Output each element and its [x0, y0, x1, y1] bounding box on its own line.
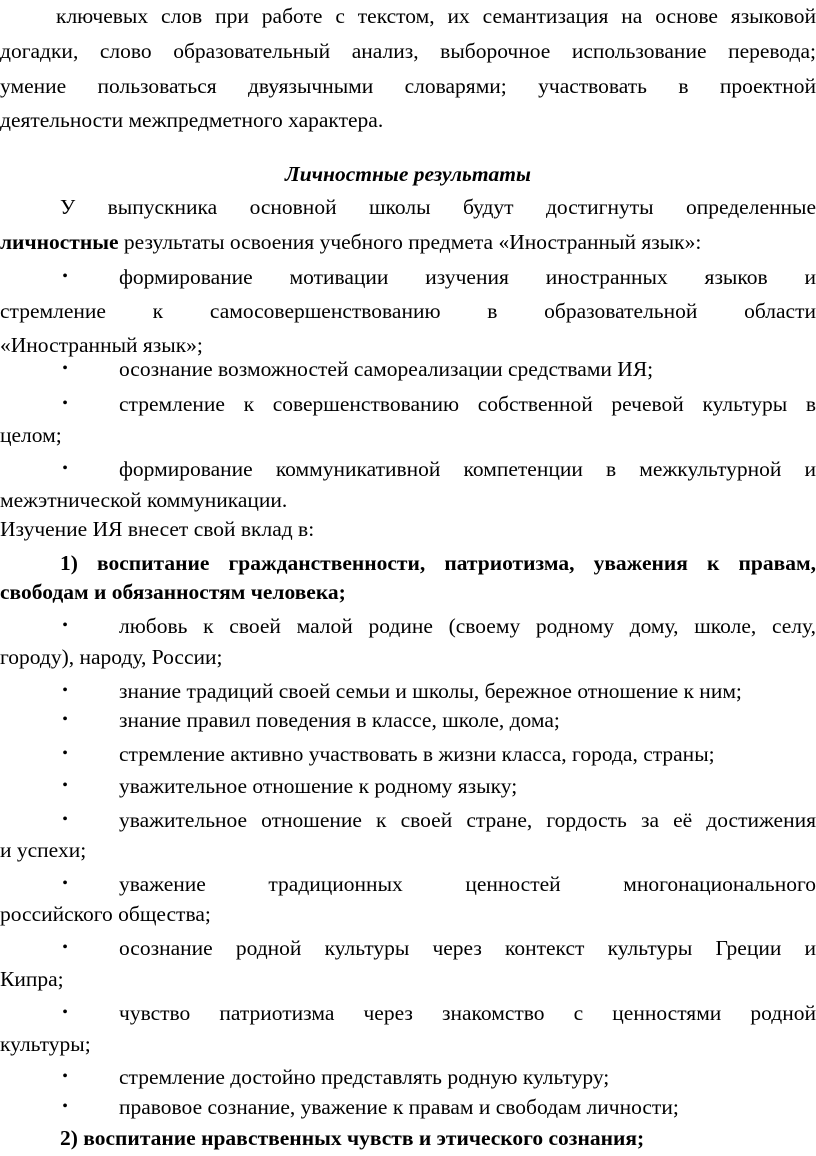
- list-item-continuation: стремление к самосовершенствованию в образовательной области: [0, 299, 816, 323]
- paragraph-text: результаты освоения учебного предмета «Иностранный язык»:: [118, 230, 702, 254]
- list-item: [0, 390, 816, 418]
- list-item: [0, 677, 816, 705]
- list-item: [0, 806, 816, 834]
- list-item-text: формирование коммуникативной компетенции в межкультурной и: [119, 457, 816, 481]
- heading-1-line: 1) воспитание гражданственности, патриотизма, уважения к правам,: [60, 551, 816, 575]
- intro-line: деятельности межпредметного характера.: [0, 108, 384, 132]
- intro-line: догадки, слово образовательный анализ, выборочное использование перевода;: [0, 39, 816, 63]
- list-item-text: осознание возможностей самореализации средствами ИЯ;: [119, 357, 654, 381]
- list-item-continuation: «Иностранный язык»;: [0, 333, 203, 357]
- list-item-text: любовь к своей малой родине (своему родному дому, школе, селу,: [119, 614, 816, 638]
- list-item-text: формирование мотивации изучения иностранных языков и: [119, 265, 816, 289]
- list-item: [0, 740, 816, 768]
- list-item-text: уважительное отношение к своей стране, гордость за её достижения: [119, 808, 816, 832]
- list-item-text: уважительное отношение к родному языку;: [119, 774, 518, 798]
- list-item: [0, 934, 816, 962]
- bullet-icon: •: [62, 460, 68, 477]
- heading-1-line: свободам и обязанностям человека;: [0, 580, 346, 604]
- list-item-text: стремление к совершенствованию собственной речевой культуры в: [119, 392, 816, 416]
- bullet-icon: •: [62, 1004, 68, 1021]
- intro-line: умение пользоваться двуязычными словарями; участвовать в проектной: [0, 74, 816, 98]
- list-item-text: знание правил поведения в классе, школе, дома;: [119, 708, 560, 732]
- list-item: [0, 612, 816, 640]
- list-item-text: знание традиций своей семьи и школы, бережное отношение к ним;: [119, 679, 742, 703]
- heading-1: [0, 549, 816, 577]
- list-item: [0, 1063, 816, 1091]
- list-item-continuation: российского общества;: [0, 902, 211, 926]
- bullet-icon: •: [62, 745, 68, 762]
- bullet-icon: •: [62, 360, 68, 377]
- bullet-icon: •: [62, 811, 68, 828]
- list-item-text: стремление активно участвовать в жизни класса, города, страны;: [119, 742, 715, 766]
- paragraph-line: [0, 193, 816, 221]
- list-item: [0, 1093, 816, 1121]
- list-item: [0, 455, 816, 483]
- list-item-continuation: межэтнической коммуникации.: [0, 488, 288, 512]
- list-item: [0, 999, 816, 1027]
- list-item-continuation: и успехи;: [0, 838, 87, 862]
- list-item: [0, 870, 816, 898]
- bullet-icon: •: [62, 682, 68, 699]
- list-item-text: стремление достойно представлять родную культуру;: [119, 1065, 610, 1089]
- bullet-icon: •: [62, 875, 68, 892]
- list-item: [0, 706, 816, 734]
- intro-line: [0, 2, 816, 30]
- section-title: Личностные результаты: [285, 162, 531, 186]
- bullet-icon: •: [62, 268, 68, 285]
- bullet-icon: •: [62, 1098, 68, 1115]
- list-item-text: уважение традиционных ценностей многонационального: [119, 872, 816, 896]
- list-item-continuation: Кипра;: [0, 967, 64, 991]
- list-item-text: правовое сознание, уважение к правам и свободам личности;: [119, 1095, 679, 1119]
- list-item: [0, 263, 816, 291]
- list-item-text: чувство патриотизма через знакомство с ценностями родной: [119, 1001, 816, 1025]
- contribution-line: Изучение ИЯ внесет свой вклад в:: [0, 517, 315, 541]
- heading-2-text: 2) воспитание нравственных чувств и этического сознания;: [60, 1126, 645, 1150]
- paragraph-line: [0, 228, 816, 256]
- list-item: [0, 772, 816, 800]
- bullet-icon: •: [62, 395, 68, 412]
- bullet-icon: •: [62, 711, 68, 728]
- list-item-continuation: городу), народу, России;: [0, 645, 223, 669]
- list-item-text: осознание родной культуры через контекст культуры Греции и: [119, 936, 816, 960]
- intro-text: ключевых слов при работе с текстом, их семантизация на основе языковой: [56, 4, 816, 28]
- bold-term: личностные: [0, 230, 119, 254]
- heading-2: [0, 1124, 816, 1152]
- paragraph-text: У выпускника основной школы будут достигнуты определенные: [60, 195, 816, 219]
- list-item-continuation: культуры;: [0, 1032, 91, 1056]
- bullet-icon: •: [62, 617, 68, 634]
- bullet-icon: •: [62, 939, 68, 956]
- bullet-icon: •: [62, 1068, 68, 1085]
- list-item-continuation: целом;: [0, 423, 62, 447]
- list-item: [0, 355, 816, 383]
- bullet-icon: •: [62, 777, 68, 794]
